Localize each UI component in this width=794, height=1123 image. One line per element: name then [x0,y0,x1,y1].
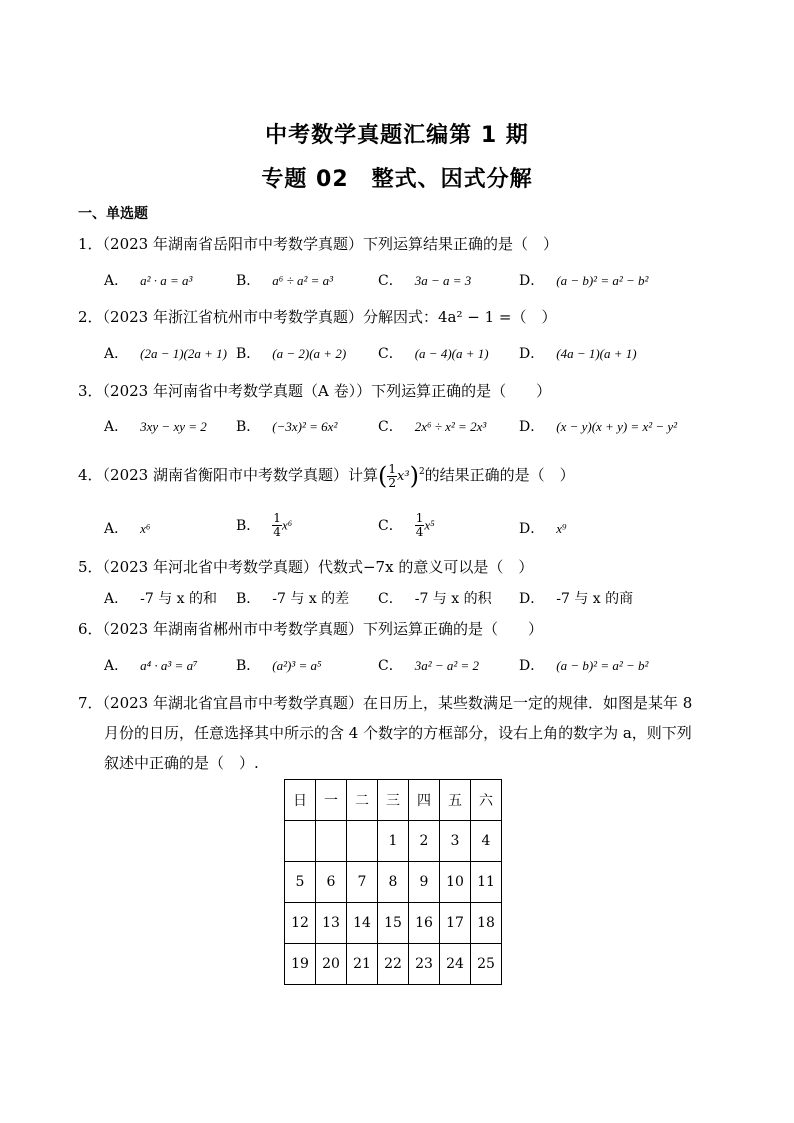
calendar-cell: 24 [440,944,471,985]
calendar-header-cell: 二 [347,780,378,821]
calendar-cell: 20 [316,944,347,985]
calendar-cell: 14 [347,903,378,944]
option-a: A． -7 与 x 的和 [104,591,218,607]
question-7-line-2: 月份的日历，任意选择其中所示的含 4 个数字的方框部分，设右上角的数字为 a，则下列 [104,724,692,742]
option-b: B． -7 与 x 的差 [236,591,350,607]
calendar-cell: 11 [471,862,502,903]
calendar-row [285,903,502,944]
option-c: C． 3a − a = 3 [378,273,472,289]
option-d: D． (a − b)² = a² − b² [519,658,649,674]
calendar-cell: 18 [471,903,502,944]
question-5-options [104,588,724,612]
calendar-cell: 13 [316,903,347,944]
stem-fraction: $\frac{1}{2}$ [388,461,397,490]
calendar-cell: 22 [378,944,409,985]
calendar-header-cell: 一 [316,780,347,821]
option-a: A． 3xy − xy = 2 [104,419,207,435]
calendar-cell: 6 [316,862,347,903]
calendar-cell: 10 [440,862,471,903]
question-4-stem: 4．（2023 湖南省衡阳市中考数学真题）计算( $\frac{1}{2}$ x³)$^2$的结果正确的是（ ） [78,461,575,490]
calendar-cell: 25 [471,944,502,985]
option-a: A． (2a − 1)(2a + 1) [104,346,227,362]
option-c: C． 3a² − a² = 2 [378,658,480,674]
question-2-stem: 2．（2023 年浙江省杭州市中考数学真题）分解因式：4a² − 1 =（ ） [78,308,557,326]
question-3-options [104,416,724,440]
option-d: D． (a − b)² = a² − b² [519,273,649,289]
calendar-header-cell: 三 [378,780,409,821]
calendar-header-cell: 四 [409,780,440,821]
question-3-stem: 3．（2023 年河南省中考数学真题（A 卷））下列运算正确的是（ ） [78,382,552,400]
option-c: C． 2x⁶ ÷ x² = 2x³ [378,419,487,435]
calendar-cell: 8 [378,862,409,903]
calendar-row [285,821,502,862]
calendar-header-row [285,780,502,821]
section-heading: 一、单选题 [78,206,148,222]
calendar-cell: 5 [285,862,316,903]
calendar-cell: 19 [285,944,316,985]
question-7-line-1: 7．（2023 年湖北省宜昌市中考数学真题）在日历上，某些数满足一定的规律．如图是某年 8 [78,694,693,712]
option-b: B． (−3x)² = 6x² [236,419,338,435]
calendar-cell: 7 [347,862,378,903]
question-5-stem: 5．（2023 年河北省中考数学真题）代数式−7x 的意义可以是（ ） [78,558,534,576]
calendar-table [284,779,502,985]
calendar-cell: 9 [409,862,440,903]
question-1-options [104,270,724,294]
calendar-cell: 2 [409,821,440,862]
calendar-cell: 4 [471,821,502,862]
calendar-cell: 17 [440,903,471,944]
option-c-fraction: $\frac{1}{4}$ [415,511,424,539]
calendar-cell: 16 [409,903,440,944]
option-d: D． x⁹ [519,521,567,537]
option-b: B． (a − 2)(a + 2) [236,346,347,362]
option-d: D． (x − y)(x + y) = x² − y² [519,419,678,435]
question-6-options [104,655,724,679]
question-2-options [104,343,724,367]
option-a: A． a² · a = a³ [104,273,193,289]
calendar-header-cell: 日 [285,780,316,821]
option-b-fraction: $\frac{1}{4}$ [273,511,281,539]
document-title: 中考数学真题汇编第 1 期 [265,123,529,148]
calendar-cell: 15 [378,903,409,944]
option-a: A． a⁴ · a³ = a⁷ [104,658,198,674]
option-d: D． (4a − 1)(a + 1) [519,346,637,362]
option-b: B． a⁶ ÷ a² = a³ [236,273,334,289]
option-a: A． x⁶ [104,521,151,537]
question-7-line-3: 叙述中正确的是（ ）. [104,754,259,772]
calendar-cell: 1 [378,821,409,862]
calendar-header-cell: 六 [471,780,502,821]
question-1-stem: 1．（2023 年湖南省岳阳市中考数学真题）下列运算结果正确的是（ ） [78,235,558,253]
calendar-cell: 12 [285,903,316,944]
calendar-header-cell: 五 [440,780,471,821]
document-subtitle: 专题 02 整式、因式分解 [261,167,533,192]
option-c: C． $\frac{1}{4}$ x⁵ [378,511,435,539]
calendar-cell [316,821,347,862]
question-6-stem: 6．（2023 年湖南省郴州市中考数学真题）下列运算正确的是（ ） [78,620,543,638]
option-b: B． $\frac{1}{4}$ x⁶ [236,511,293,539]
calendar-cell: 21 [347,944,378,985]
option-b: B． (a²)³ = a⁵ [236,658,322,674]
calendar-cell [285,821,316,862]
question-4-options [104,511,724,542]
option-c: C． -7 与 x 的积 [378,591,492,607]
calendar-cell: 23 [409,944,440,985]
calendar-row [285,862,502,903]
option-c: C． (a − 4)(a + 1) [378,346,489,362]
calendar-row [285,944,502,985]
option-d: D． -7 与 x 的商 [519,591,634,607]
calendar-cell: 3 [440,821,471,862]
calendar-cell [347,821,378,862]
